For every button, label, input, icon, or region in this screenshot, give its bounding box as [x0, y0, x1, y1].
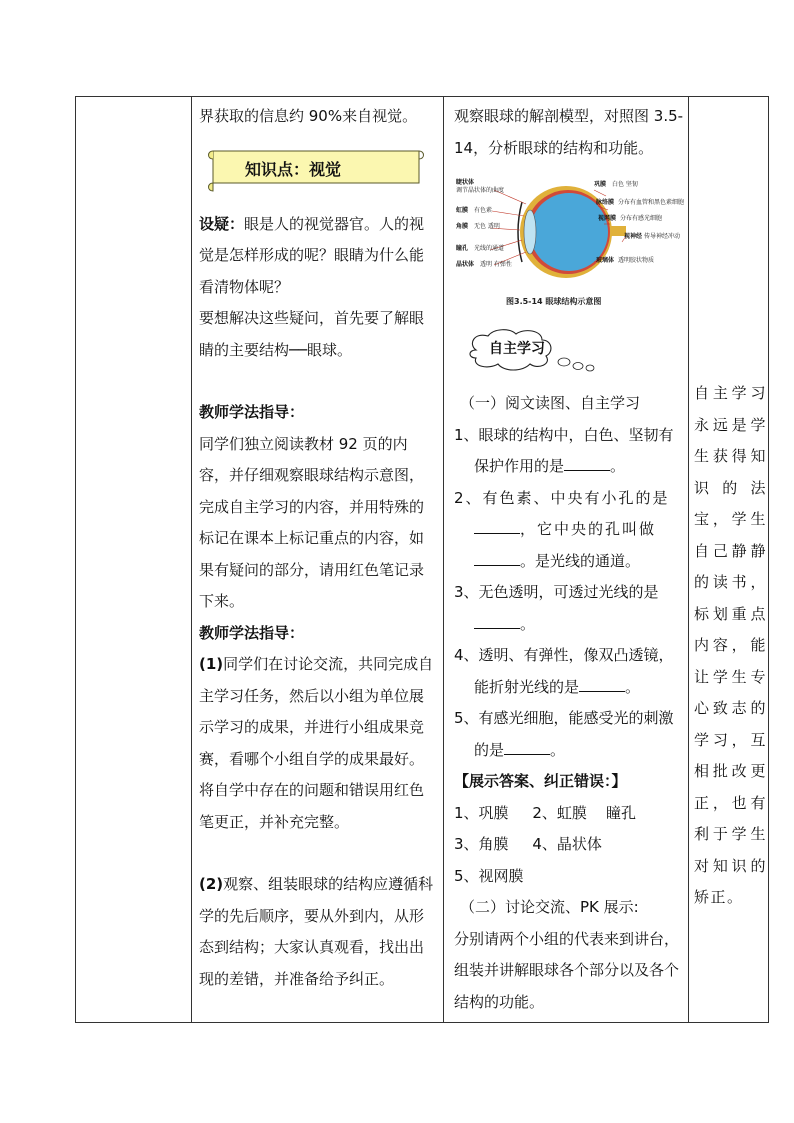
observe-intro: 观察眼球的解剖模型，对照图 3.5-14，分析眼球的结构和功能。: [454, 107, 684, 157]
guide-text-1: 同学们独立阅读教材 92 页的内容，并仔细观察眼球结构示意图，完成自主学习的内容，并用特殊的标记在课本上标记重点的内容，如果有疑问的部分，请用红色笔记录下来。: [199, 434, 425, 610]
design-intent-column: [688, 378, 770, 914]
question-1-text: 1、眼球的结构中，白色、坚韧有保护作用的是: [454, 425, 674, 475]
section-heading-1: （一）阅文读图、自主学习: [460, 394, 641, 412]
guide-title-1: 教师学法指导：: [199, 403, 305, 421]
question-4: [454, 640, 685, 703]
guide-text-3: 观察、组装眼球的结构应遵循科学的先后顺序，要从外到内，从形态到结构；大家认真观看，找出出现的差错，并准备给予纠正。: [199, 875, 434, 988]
question-1-period: 。: [610, 457, 626, 475]
diagram-label: 角膜: [456, 223, 469, 230]
diagram-desc: 调节晶状体的曲度: [456, 187, 505, 194]
diagram-desc: 有色素: [474, 207, 493, 214]
question-4-period: 。: [625, 677, 641, 696]
figure-caption: 图3.5-14 眼球结构示意图: [506, 297, 602, 306]
diagram-label: 巩膜: [594, 181, 607, 188]
question-3-text: 3、无色透明，可透过光线的是: [454, 583, 659, 601]
doubt-paragraph-2: 要想解决这些疑问，首先要了解眼睛的主要结构──眼球。: [199, 309, 425, 359]
diagram-desc: 分布有感光细胞: [620, 215, 663, 222]
answer-blank[interactable]: [474, 614, 520, 629]
diagram-desc: 传导神经冲动: [644, 233, 681, 240]
doubt-label: 设疑：: [199, 214, 245, 233]
guide-title-2: 教师学法指导：: [199, 623, 305, 642]
diagram-label: 玻璃体: [596, 257, 615, 264]
student-column: [449, 97, 687, 1018]
diagram-desc: 无色 透明: [474, 223, 500, 230]
teacher-column: [191, 97, 442, 995]
lens-shape: [524, 210, 536, 254]
answer-blank[interactable]: [579, 677, 625, 692]
intro-line: 界获取的信息约 90%来自视觉。: [199, 107, 418, 125]
section-heading-2: （二）讨论交流、PK 展示:: [460, 898, 639, 916]
question-2: [454, 483, 685, 578]
answer-blank[interactable]: [474, 519, 520, 534]
diagram-label: 瞳孔: [456, 245, 469, 252]
question-1: [454, 420, 685, 483]
diagram-desc: 光线的通道: [474, 245, 505, 252]
diagram-label: 晶状体: [456, 261, 475, 268]
doubt-text: 眼是人的视觉器官。人的视觉是怎样形成的呢？眼睛为什么能看清物体呢？: [199, 214, 425, 296]
answers-title: 【展示答案、纠正错误：】: [454, 772, 627, 790]
question-2-text-b: ，它中央的孔叫做: [520, 520, 657, 538]
doubt-paragraph: [199, 209, 436, 304]
question-3-period: 。: [520, 614, 536, 633]
knowledge-banner: [205, 147, 425, 191]
answer-line-3: 5、视网膜: [454, 866, 524, 885]
question-4-text: 4、透明、有弹性，像双凸透镜，能折射光线的是: [454, 646, 674, 696]
question-5-period: 。: [550, 740, 566, 759]
answer-blank[interactable]: [504, 740, 550, 755]
eyeball-illustration: [454, 174, 685, 296]
guide-para-2: [199, 869, 436, 995]
diagram-desc: 透明 有弹性: [480, 261, 512, 268]
question-5: [454, 703, 685, 766]
diagram-desc: 透明胶状物质: [618, 257, 655, 264]
answer-blank[interactable]: [564, 456, 610, 471]
column-divider: [443, 97, 444, 1022]
guide-num-1: (1): [199, 655, 224, 673]
lesson-table: [75, 96, 769, 1023]
answer-blank[interactable]: [474, 551, 520, 566]
banner-title: 知识点：视觉: [245, 159, 342, 179]
guide-text-2: 同学们在讨论交流，共同完成自主学习任务，然后以小组为单位展示学习的成果，并进行小组成果竞赛，看哪个小组自学的成果最好。将自学中存在的问题和错误用红色笔更正，并补充完整。: [199, 655, 434, 831]
diagram-desc: 白色 坚韧: [612, 181, 638, 188]
diagram-desc: 分布有血管和黑色素细胞: [618, 199, 685, 206]
diagram-label: 虹膜: [456, 207, 469, 214]
section-2-text: 分别请两个小组的代表来到讲台，组装并讲解眼球各个部分以及各个结构的功能。: [454, 929, 680, 1011]
eye-diagram: [454, 174, 685, 316]
answer-line-2: 3、角膜 4、晶状体: [454, 835, 602, 853]
question-3: [454, 577, 685, 640]
guide-num-2: (2): [199, 875, 224, 893]
self-study-cloud: [462, 328, 612, 374]
question-2-text-c: 。是光线的通道。: [520, 551, 641, 570]
answer-line-1: 1、巩膜 2、虹膜 瞳孔: [454, 803, 637, 822]
guide-para-1: [199, 649, 436, 838]
diagram-label: 视神经: [624, 233, 643, 240]
diagram-label: 睫状体: [456, 179, 475, 186]
cloud-label: 自主学习: [489, 341, 545, 357]
question-2-text-a: 2、有色素、中央有小孔的是: [454, 488, 670, 507]
question-5-text: 5、有感光细胞，能感受光的刺激的是: [454, 709, 674, 759]
diagram-label: 脉络膜: [596, 199, 615, 206]
design-intent-text: 自主学习永远是学生获得知识的法宝，学生自己静静的读书，标划重点内容，能让学生专心致志的学习，互相批改更正，也有利于学生对知识的矫正。: [694, 384, 767, 906]
diagram-label: 视网膜: [598, 215, 617, 222]
